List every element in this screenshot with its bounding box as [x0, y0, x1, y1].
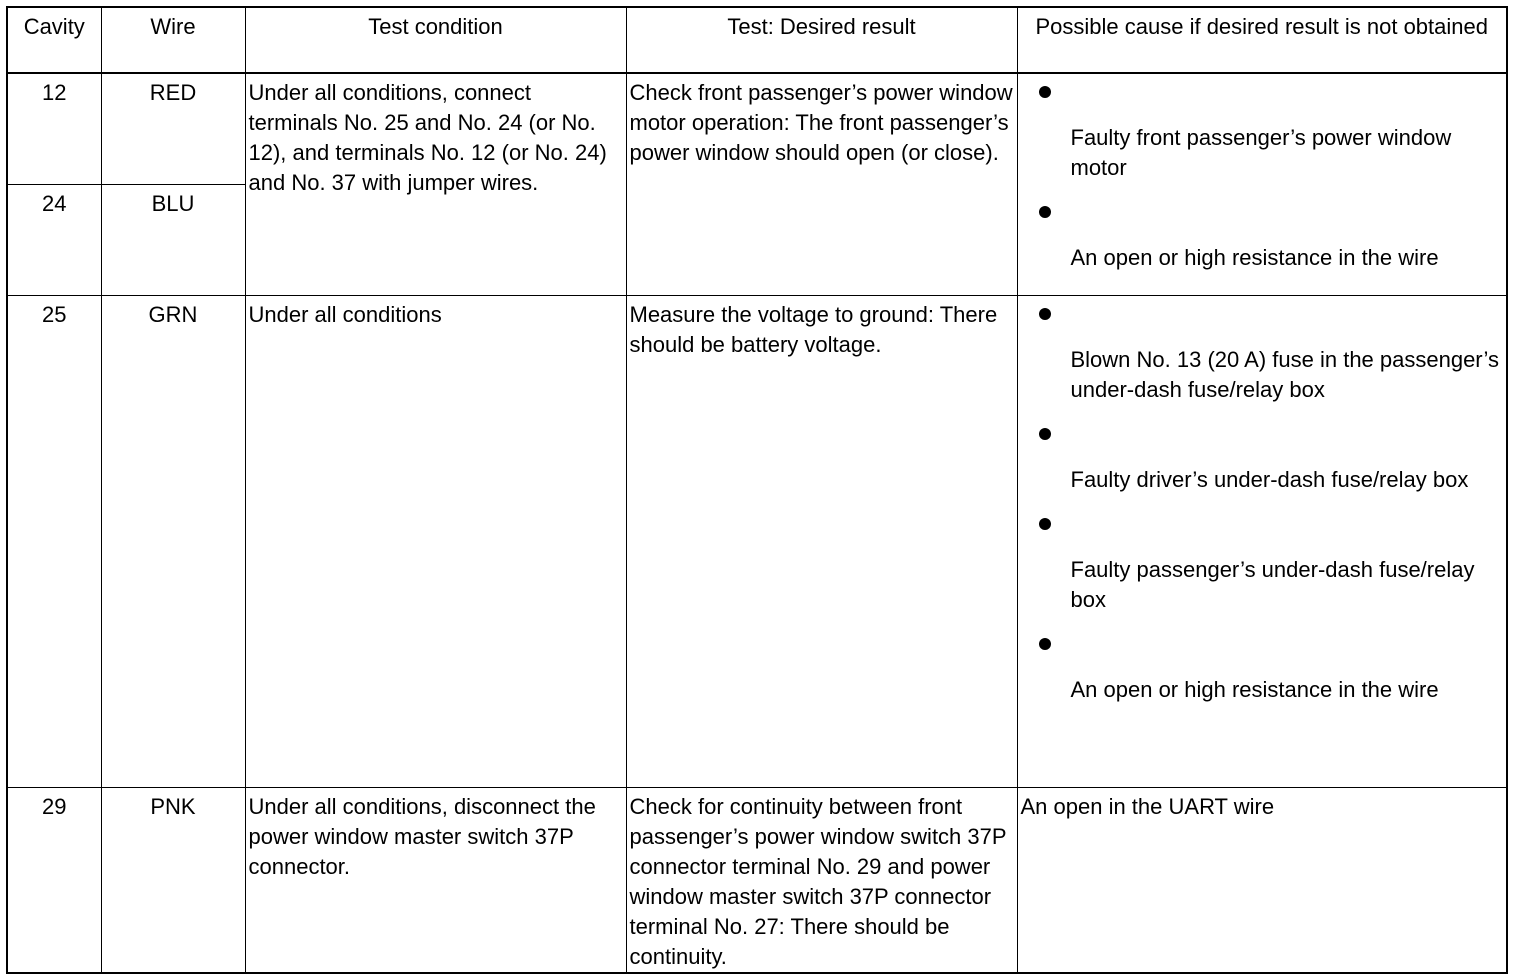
cause-text: Faulty passenger’s under-dash fuse/relay box: [1070, 556, 1475, 612]
bullet-icon: [1039, 206, 1051, 218]
wire-cell: BLU: [101, 184, 245, 295]
cause-list: [1021, 300, 1504, 720]
result-cell: Measure the voltage to ground: There should be battery voltage.: [626, 295, 1017, 787]
header-possible-cause: Possible cause if desired result is not obtained: [1017, 7, 1507, 73]
bullet-icon: [1039, 428, 1051, 440]
cavity-cell: 25: [7, 295, 101, 787]
cause-cell: [1017, 73, 1507, 295]
bullet-icon: [1039, 86, 1051, 98]
cause-text: Faulty front passenger’s power window motor: [1070, 125, 1452, 180]
cause-item: [1021, 198, 1504, 288]
table-row: [7, 295, 1507, 787]
header-desired-result: Test: Desired result: [626, 7, 1017, 73]
cause-text: Blown No. 13 (20 A) fuse in the passenger’s under-dash fuse/relay box: [1070, 346, 1499, 402]
header-test-condition: Test condition: [245, 7, 626, 73]
cause-text: An open or high resistance in the wire: [1070, 676, 1439, 702]
table-row: [7, 787, 1507, 973]
cavity-cell: 24: [7, 184, 101, 295]
cause-item: [1021, 420, 1504, 510]
cavity-cell: 29: [7, 787, 101, 973]
result-cell: Check front passenger’s power window motor operation: The front passenger’s power window should open (or close).: [626, 73, 1017, 295]
condition-cell: Under all conditions: [245, 295, 626, 787]
cause-cell: An open in the UART wire: [1017, 787, 1507, 973]
cause-item: [1021, 300, 1504, 420]
bullet-icon: [1039, 638, 1051, 650]
cause-item: [1021, 630, 1504, 720]
wire-cell: PNK: [101, 787, 245, 973]
cause-text: Faulty driver’s under-dash fuse/relay box: [1070, 466, 1469, 492]
cause-item: [1021, 78, 1504, 198]
wire-cell: RED: [101, 73, 245, 184]
condition-cell: Under all conditions, connect terminals No. 25 and No. 24 (or No. 12), and terminals No. 12 (or No. 24) and No. 37 with jumper wires.: [245, 73, 626, 295]
cause-list: [1021, 78, 1504, 288]
cavity-cell: 12: [7, 73, 101, 184]
result-cell: Check for continuity between front passenger’s power window switch 37P connector terminal No. 29 and power window master switch 37P connector terminal No. 27: There should be continuity.: [626, 787, 1017, 973]
bullet-icon: [1039, 518, 1051, 530]
test-table: [6, 6, 1508, 974]
header-cavity: Cavity: [7, 7, 101, 73]
cause-text: An open or high resistance in the wire: [1070, 245, 1439, 270]
header-row: [7, 7, 1507, 73]
bullet-icon: [1039, 308, 1051, 320]
cause-cell: [1017, 295, 1507, 787]
cause-item: [1021, 510, 1504, 630]
condition-cell: Under all conditions, disconnect the power window master switch 37P connector.: [245, 787, 626, 973]
header-wire: Wire: [101, 7, 245, 73]
table-row: [7, 73, 1507, 184]
wire-cell: GRN: [101, 295, 245, 787]
